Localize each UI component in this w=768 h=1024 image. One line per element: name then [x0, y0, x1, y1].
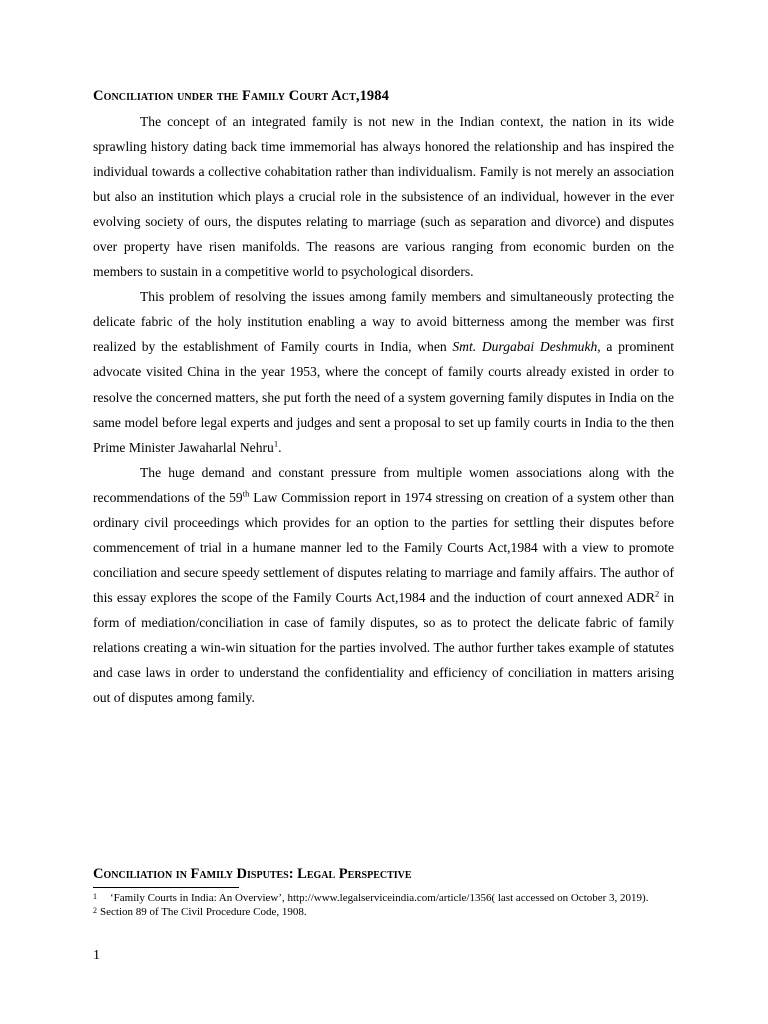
section-heading: Conciliation under the Family Court Act,1984 — [93, 88, 389, 104]
footnote-text-2: Section 89 of The Civil Procedure Code, 1908. — [100, 905, 307, 918]
paragraph-2-text-b: , a prominent advocate visited China in the year 1953, where the concept of family courts already existed in order to resolve the concerned matters, she put forth the need of a system governing family disputes in India on the same model before legal experts and judges and sent a proposal to set up family courts in India to the then Prime Minister Jawaharlal Nehru — [93, 339, 674, 455]
page-number: 1 — [93, 948, 100, 963]
paragraph-2-end: . — [278, 439, 282, 455]
footnote-ref-2[interactable]: 2 — [654, 588, 660, 599]
footnote-marker-1: 1 — [93, 892, 97, 901]
footnote-ref-1[interactable]: 1 — [273, 438, 279, 449]
footnote-text-1: ‘Family Courts in India: An Overview’, http://www.legalserviceindia.com/article/1356( last accessed on October 3, 2019). — [110, 892, 649, 904]
ordinal-superscript: th — [242, 488, 250, 499]
paragraph-3-text-c: in form of mediation/conciliation in case of family disputes, so as to protect the delicate fabric of family relations creating a win-win situation for the parties involved. The author further takes example of statutes and case laws in order to understand the confidentiality and efficiency of conciliation in matters arising out of disputes among family. — [93, 589, 674, 706]
section-heading-2: Conciliation in Family Disputes: Legal Perspective — [93, 866, 412, 882]
paragraph-2 — [93, 284, 674, 459]
paragraph-3 — [93, 460, 674, 710]
person-name: Smt. Durgabai Deshmukh — [452, 339, 598, 355]
footnote-marker-2: 2 — [93, 905, 97, 915]
footnote-separator — [93, 887, 239, 888]
paragraph-1: The concept of an integrated family is not new in the Indian context, the nation in its wide sprawling history dating back time immemorial has always honored the relationship and has inspired the individual towards a collective cohabitation rather than individualism. Family is not merely an association but also an institution which plays a crucial role in the subsistence of an individual, however in the ever evolving society of ours, the disputes relating to marriage (such as separation and divorce) and disputes over property have risen manifolds. The reasons are various ranging from economic burden on the members to sustain in a competitive world to psychological disorders. — [93, 114, 674, 280]
paragraph-3-text-a: The huge demand and constant pressure from multiple women associations along with the recommendations of the 59 — [93, 464, 674, 505]
body-content — [93, 84, 674, 710]
paragraph-3-text-b: Law Commission report in 1974 stressing on creation of a system other than ordinary civil proceedings which provides for an option to the parties for settling their disputes before commencement of trial in a humane manner led to the Family Courts Act,1984 with a view to promote conciliation and secure speedy settlement of disputes relating to marriage and family affairs. The author of this essay explores the scope of the Family Courts Act,1984 and the induction of court annexed ADR — [93, 489, 674, 605]
footnote-1 — [93, 892, 653, 906]
footnote-2 — [93, 906, 653, 920]
paragraph-2-text-a: This problem of resolving the issues among family members and simultaneously protecting the delicate fabric of the holy institution enabling a way to avoid bitterness among the member was first realized by the establishment of Family courts in India, when — [93, 289, 674, 355]
footnotes — [93, 892, 653, 919]
